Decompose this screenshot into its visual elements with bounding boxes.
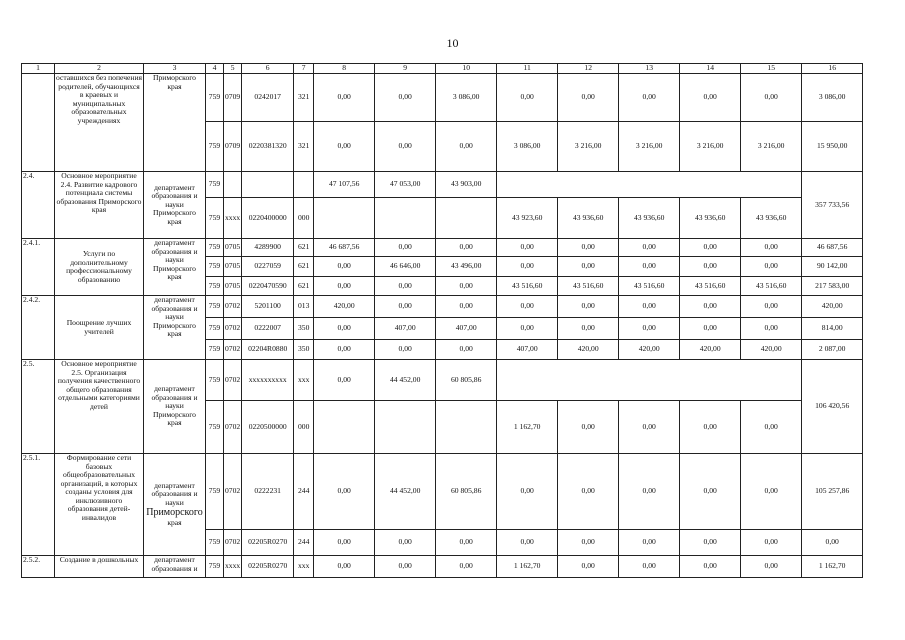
cell: 0702 [224, 296, 242, 318]
page-number: 10 [446, 36, 459, 50]
cell: 0,00 [680, 257, 741, 277]
cell: 0,00 [314, 257, 375, 277]
header-cell: 14 [680, 64, 741, 74]
cell: 43 516,60 [558, 277, 619, 296]
row-number: 2.4.1. [22, 239, 55, 296]
cell: 0220500000 [242, 401, 294, 454]
cell: 3 216,00 [619, 122, 680, 172]
header-cell: 9 [375, 64, 436, 74]
cell: 3 086,00 [497, 122, 558, 172]
measure-name: Создание в дошкольных [55, 556, 144, 578]
cell: 0,00 [802, 530, 863, 556]
measure-name: Основное мероприятие 2.4. Развитие кадрового потенциала системы образования Приморского края [55, 172, 144, 239]
cell: 000 [294, 401, 314, 454]
cell: 02205R0270 [242, 530, 294, 556]
cell: 0,00 [497, 74, 558, 122]
cell: 0,00 [619, 556, 680, 578]
cell: 0,00 [680, 296, 741, 318]
cell: 814,00 [802, 318, 863, 340]
cell: 0702 [224, 401, 242, 454]
cell: 46 687,56 [314, 239, 375, 257]
cell: 0222007 [242, 318, 294, 340]
cell: 0,00 [558, 257, 619, 277]
cell: 244 [294, 530, 314, 556]
cell: 621 [294, 257, 314, 277]
cell: 0,00 [314, 340, 375, 360]
cell: 0705 [224, 277, 242, 296]
measure-name: оставшихся без попечения родителей, обучающихся в краевых и муниципальных образовательных учреждениях [55, 74, 144, 172]
cell: 0,00 [314, 556, 375, 578]
header-cell: 15 [741, 64, 802, 74]
row-number: 2.4.2. [22, 296, 55, 360]
cell: 60 805,86 [436, 454, 497, 530]
cell: 0705 [224, 257, 242, 277]
cell: 0705 [224, 239, 242, 257]
cell: 0,00 [314, 360, 375, 401]
cell: 321 [294, 74, 314, 122]
cell: 43 923,60 [497, 198, 558, 239]
header-cell: 6 [242, 64, 294, 74]
executor: департамент образования и науки Приморского края [144, 239, 206, 296]
executor: департамент образования и науки Приморского края [144, 360, 206, 454]
cell: 02204R0880 [242, 340, 294, 360]
row-number: 2.4. [22, 172, 55, 239]
header-cell: 13 [619, 64, 680, 74]
cell: 759 [206, 296, 224, 318]
cell: 000 [294, 198, 314, 239]
cell: 350 [294, 340, 314, 360]
cell: 0,00 [741, 401, 802, 454]
cell: хххххххххх [242, 360, 294, 401]
cell: 0,00 [680, 74, 741, 122]
cell: 0,00 [497, 257, 558, 277]
cell: 621 [294, 239, 314, 257]
cell: 0709 [224, 122, 242, 172]
executor: департамент образования и науки Приморского края [144, 296, 206, 360]
cell: 0,00 [497, 239, 558, 257]
cell: 0,00 [436, 530, 497, 556]
cell: 0,00 [375, 277, 436, 296]
cell [375, 401, 436, 454]
header-cell: 7 [294, 64, 314, 74]
cell: 0,00 [497, 530, 558, 556]
cell: 0242017 [242, 74, 294, 122]
cell: 759 [206, 122, 224, 172]
cell: 0,00 [436, 122, 497, 172]
cell [224, 172, 242, 198]
cell: 0,00 [741, 239, 802, 257]
cell: 15 950,00 [802, 122, 863, 172]
cell: 217 583,00 [802, 277, 863, 296]
cell: 0,00 [375, 239, 436, 257]
cell: 0,00 [558, 296, 619, 318]
cell: 02205R0270 [242, 556, 294, 578]
header-cell: 4 [206, 64, 224, 74]
row-number: 2.5. [22, 360, 55, 454]
cell: 43 936,60 [741, 198, 802, 239]
header-cell: 12 [558, 64, 619, 74]
cell: 0,00 [314, 318, 375, 340]
executor-line: департамент образования и науки [151, 480, 198, 507]
cell [294, 172, 314, 198]
cell: 0,00 [741, 530, 802, 556]
cell: 43 936,60 [680, 198, 741, 239]
header-cell: 11 [497, 64, 558, 74]
measure-name: Основное мероприятие 2.5. Организация получения качественного общего образования отдельными категориями детей [55, 360, 144, 454]
cell: 759 [206, 530, 224, 556]
cell: 420,00 [802, 296, 863, 318]
cell: 0220381320 [242, 122, 294, 172]
cell [242, 172, 294, 198]
cell: 90 142,00 [802, 257, 863, 277]
cell: 0,00 [558, 454, 619, 530]
table-row [22, 556, 863, 578]
cell: 0702 [224, 360, 242, 401]
cell: 0,00 [558, 530, 619, 556]
cell: 3 216,00 [558, 122, 619, 172]
cell: 0222231 [242, 454, 294, 530]
executor: департамент образования и науки Приморского края [144, 172, 206, 239]
measure-name: Услуги по дополнительному профессиональному образованию [55, 239, 144, 296]
cell: 0,00 [558, 556, 619, 578]
executor-line: края [167, 517, 182, 527]
header-cell: 3 [144, 64, 206, 74]
cell: 759 [206, 556, 224, 578]
cell: 60 805,86 [436, 360, 497, 401]
cell: 0,00 [375, 340, 436, 360]
cell: 2 087,00 [802, 340, 863, 360]
cell: 5201100 [242, 296, 294, 318]
cell: 0,00 [314, 530, 375, 556]
cell: 350 [294, 318, 314, 340]
cell: 0,00 [619, 454, 680, 530]
row-number: 2.5.1. [22, 454, 55, 556]
table-row [22, 360, 863, 401]
cell: 3 086,00 [436, 74, 497, 122]
table-row [22, 296, 863, 318]
cell: 0,00 [619, 318, 680, 340]
row-number-cell [22, 74, 55, 172]
row-number: 2.5.2. [22, 556, 55, 578]
cell: 407,00 [375, 318, 436, 340]
table-row [22, 74, 863, 122]
cell: 420,00 [680, 340, 741, 360]
cell: 0220400000 [242, 198, 294, 239]
cell: 759 [206, 277, 224, 296]
cell: 3 216,00 [680, 122, 741, 172]
cell: 420,00 [558, 340, 619, 360]
empty-cell [497, 360, 802, 401]
cell: 43 516,60 [741, 277, 802, 296]
cell: 420,00 [741, 340, 802, 360]
cell: 0,00 [741, 318, 802, 340]
cell: 759 [206, 198, 224, 239]
cell: 0,00 [314, 74, 375, 122]
cell [436, 401, 497, 454]
executor [144, 454, 206, 556]
cell: 0,00 [741, 257, 802, 277]
cell: 0,00 [436, 239, 497, 257]
cell: 1 162,70 [497, 556, 558, 578]
cell: 0,00 [741, 296, 802, 318]
cell: 407,00 [436, 318, 497, 340]
cell: 0227059 [242, 257, 294, 277]
cell: 0,00 [314, 277, 375, 296]
cell: 0,00 [497, 296, 558, 318]
cell: 0,00 [558, 74, 619, 122]
cell: 0702 [224, 340, 242, 360]
empty-cell [497, 172, 802, 198]
cell: 46 687,56 [802, 239, 863, 257]
cell: 0,00 [619, 296, 680, 318]
cell: 759 [206, 239, 224, 257]
cell: 43 516,60 [497, 277, 558, 296]
budget-table [21, 63, 863, 578]
header-cell: 16 [802, 64, 863, 74]
cell: 759 [206, 74, 224, 122]
executor: Приморского края [144, 74, 206, 172]
cell: 321 [294, 122, 314, 172]
cell: 43 903,00 [436, 172, 497, 198]
cell: 759 [206, 340, 224, 360]
cell: 0,00 [558, 318, 619, 340]
table-row [22, 454, 863, 530]
cell: 013 [294, 296, 314, 318]
cell: 0,00 [680, 530, 741, 556]
cell: 0,00 [558, 239, 619, 257]
cell: 0702 [224, 454, 242, 530]
measure-name: Формирование сети базовых общеобразовательных организаций, в которых созданы условия для инклюзивного образования детей-инвалидов [55, 454, 144, 556]
cell: 47 107,56 [314, 172, 375, 198]
cell: 759 [206, 360, 224, 401]
cell: 0,00 [375, 530, 436, 556]
cell: 420,00 [314, 296, 375, 318]
cell: 420,00 [619, 340, 680, 360]
cell: 43 496,00 [436, 257, 497, 277]
cell: 0,00 [558, 401, 619, 454]
cell: 0220470590 [242, 277, 294, 296]
cell: 0,00 [619, 401, 680, 454]
cell: 0709 [224, 74, 242, 122]
cell: 0,00 [314, 454, 375, 530]
cell [314, 198, 375, 239]
cell: 0,00 [314, 122, 375, 172]
header-cell: 2 [55, 64, 144, 74]
cell: 0,00 [680, 318, 741, 340]
cell: 759 [206, 172, 224, 198]
cell [375, 198, 436, 239]
cell: 0,00 [436, 556, 497, 578]
cell: 759 [206, 257, 224, 277]
cell: 0,00 [375, 74, 436, 122]
cell: 244 [294, 454, 314, 530]
cell: ххх [294, 360, 314, 401]
cell: 3 086,00 [802, 74, 863, 122]
cell [436, 198, 497, 239]
cell: 0,00 [375, 556, 436, 578]
cell: 0,00 [436, 277, 497, 296]
cell: 0,00 [741, 74, 802, 122]
cell: 44 452,00 [375, 454, 436, 530]
total-cell: 357 733,56 [802, 172, 863, 239]
cell: 0,00 [497, 454, 558, 530]
cell: 43 516,60 [619, 277, 680, 296]
cell: 0,00 [680, 556, 741, 578]
header-cell: 10 [436, 64, 497, 74]
cell: 1 162,70 [802, 556, 863, 578]
cell: 621 [294, 277, 314, 296]
cell: 44 452,00 [375, 360, 436, 401]
total-cell: 106 420,56 [802, 360, 863, 454]
header-row [22, 64, 863, 74]
executor: департамент образования и [144, 556, 206, 578]
header-cell: 5 [224, 64, 242, 74]
cell: хххх [224, 198, 242, 239]
executor-line: Приморского [146, 507, 203, 519]
cell: 0,00 [619, 239, 680, 257]
cell: 43 936,60 [558, 198, 619, 239]
cell [314, 401, 375, 454]
cell: 0,00 [680, 401, 741, 454]
cell: 759 [206, 454, 224, 530]
cell: 43 516,60 [680, 277, 741, 296]
cell: 759 [206, 318, 224, 340]
cell: 0,00 [436, 340, 497, 360]
cell: 0,00 [619, 257, 680, 277]
cell: 0,00 [680, 454, 741, 530]
cell: 0,00 [680, 239, 741, 257]
table-row [22, 172, 863, 198]
cell: 759 [206, 401, 224, 454]
cell: 0,00 [497, 318, 558, 340]
cell: 0,00 [375, 296, 436, 318]
header-cell: 8 [314, 64, 375, 74]
measure-name: Поощрение лучших учителей [55, 296, 144, 360]
cell: 0702 [224, 530, 242, 556]
cell: 0,00 [619, 74, 680, 122]
cell: 105 257,86 [802, 454, 863, 530]
cell: 407,00 [497, 340, 558, 360]
cell: 0,00 [375, 122, 436, 172]
cell: ххх [294, 556, 314, 578]
table-row [22, 239, 863, 257]
cell: 46 646,00 [375, 257, 436, 277]
cell: 0702 [224, 318, 242, 340]
cell: 47 053,00 [375, 172, 436, 198]
cell: 0,00 [741, 454, 802, 530]
header-cell: 1 [22, 64, 55, 74]
cell: 0,00 [741, 556, 802, 578]
cell: хххх [224, 556, 242, 578]
cell: 3 216,00 [741, 122, 802, 172]
cell: 4289900 [242, 239, 294, 257]
cell: 0,00 [436, 296, 497, 318]
cell: 0,00 [619, 530, 680, 556]
cell: 43 936,60 [619, 198, 680, 239]
cell: 1 162,70 [497, 401, 558, 454]
